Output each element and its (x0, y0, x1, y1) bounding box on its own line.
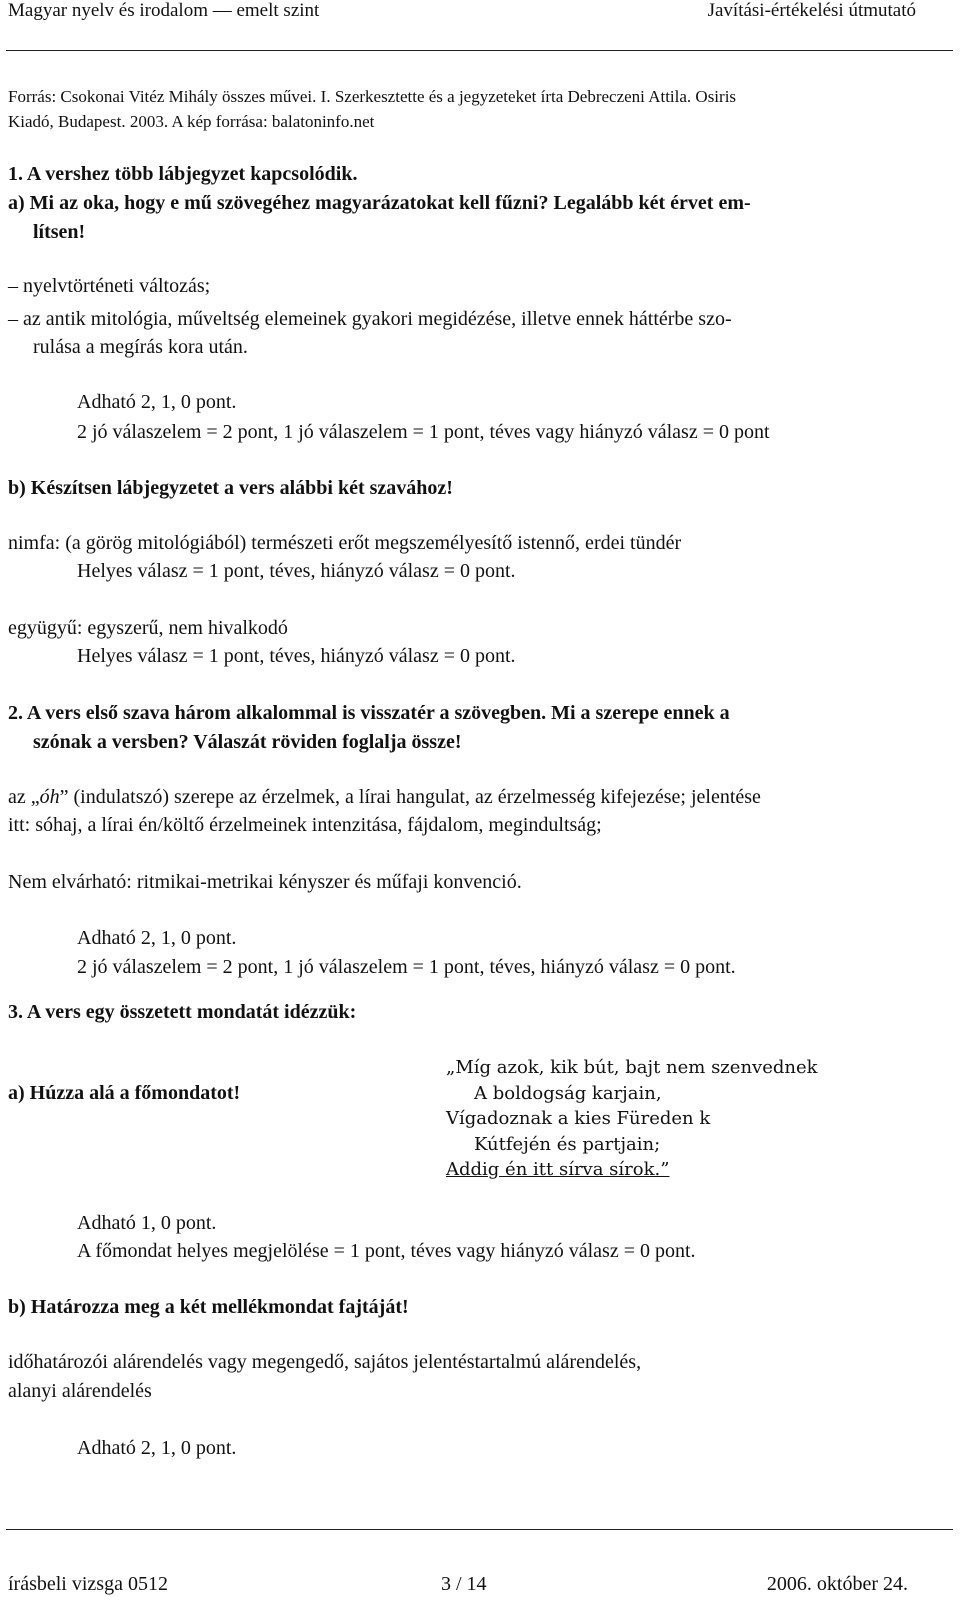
header-left: Magyar nyelv és irodalom — emelt szint (8, 0, 320, 21)
q2-answer-pre: az „ (8, 786, 40, 808)
source-line-1: Forrás: Csokonai Vitéz Mihály összes művei. I. Szerkesztette és a jegyzeteket írta Debreczeni Attila. Osiris (8, 87, 737, 106)
q1a-answer-2-line-1: – az antik mitológia, műveltség elemeinek gyakori megidézése, illetve ennek háttérbe szo- (8, 308, 732, 330)
q1a-score-detail: 2 jó válaszelem = 2 pont, 1 jó válaszelem = 1 pont, téves vagy hiányzó válasz = 0 pont (77, 421, 770, 443)
q2-title-line-1: 2. A vers első szava három alkalommal is visszatér a szövegben. Mi a szerepe ennek a (8, 702, 730, 724)
q3a-title: a) Húzza alá a főmondatot! (8, 1082, 241, 1104)
source-line-2: Kiadó, Budapest. 2003. A kép forrása: balatoninfo.net (8, 112, 375, 131)
q3a-score-detail: A főmondat helyes megjelölése = 1 pont, téves vagy hiányzó válasz = 0 pont. (77, 1240, 696, 1262)
q1a-question-line-2: lítsen! (33, 221, 86, 243)
footer-left: írásbeli vizsga 0512 (8, 1573, 168, 1595)
poem-line-1: „Míg azok, kik bút, bajt nem szenvednek (446, 1057, 818, 1078)
q1a-answer-1: – nyelvtörténeti változás; (8, 275, 211, 297)
q1a-question-line-1: a) Mi az oka, hogy e mű szövegéhez magyarázatokat kell fűzni? Legalább két érvet em- (8, 192, 751, 214)
q3b-score: Adható 2, 1, 0 pont. (77, 1437, 237, 1459)
q2-answer-line-2: itt: sóhaj, a lírai én/költő érzelmeinek intenzitása, fájdalom, megindultság; (8, 814, 602, 836)
footer-page-number: 3 / 14 (441, 1573, 487, 1595)
q3b-answer-1: időhatározói alárendelés vagy megengedő, sajátos jelentéstartalmú alárendelés, (8, 1351, 642, 1373)
q2-score-detail: 2 jó válaszelem = 2 pont, 1 jó válaszelem = 1 pont, téves, hiányzó válasz = 0 pont. (77, 956, 736, 978)
poem-line-5-main-clause: Addig én itt sírva sírok.” (446, 1159, 670, 1180)
q1-title: 1. A vershez több lábjegyzet kapcsolódik. (8, 163, 358, 185)
poem-line-3: Vígadoznak a kies Füreden k (446, 1108, 711, 1129)
q1a-answer-2-line-2: rulása a megírás kora után. (33, 336, 248, 358)
poem-line-2: A boldogság karjain, (474, 1083, 662, 1104)
q1b-egyugyu: együgyű: egyszerű, nem hivalkodó (8, 617, 288, 639)
q2-note: Nem elvárható: ritmikai-metrikai kényszer és műfaji konvenció. (8, 871, 522, 893)
q3b-title: b) Határozza meg a két mellékmondat fajtáját! (8, 1296, 409, 1318)
q3-title: 3. A vers egy összetett mondatát idézzük: (8, 1001, 357, 1023)
footer-date: 2006. október 24. (766, 1573, 908, 1595)
q3b-answer-2: alanyi alárendelés (8, 1380, 152, 1402)
q2-score: Adható 2, 1, 0 pont. (77, 927, 237, 949)
q2-answer-line-1 (8, 786, 761, 809)
header-divider (6, 50, 953, 51)
q1b-title: b) Készítsen lábjegyzetet a vers alábbi két szavához! (8, 477, 453, 499)
header-right: Javítási-értékelési útmutató (707, 0, 916, 21)
q1b-egyugyu-score: Helyes válasz = 1 pont, téves, hiányzó válasz = 0 pont. (77, 645, 516, 667)
q2-answer-word: óh (39, 786, 60, 808)
q1b-nimfa-score: Helyes válasz = 1 pont, téves, hiányzó válasz = 0 pont. (77, 560, 516, 582)
footer-divider (6, 1529, 953, 1530)
q1a-score: Adható 2, 1, 0 pont. (77, 391, 237, 413)
q2-title-line-2: szónak a versben? Válaszát röviden foglalja össze! (33, 731, 462, 753)
q1b-nimfa: nimfa: (a görög mitológiából) természeti erőt megszemélyesítő istennő, erdei tündér (8, 532, 682, 554)
q3a-score: Adható 1, 0 pont. (77, 1212, 217, 1234)
poem-line-4: Kútfején és partjain; (474, 1134, 661, 1155)
q2-answer-post: ” (indulatszó) szerepe az érzelmek, a lírai hangulat, az érzelmesség kifejezése; jelentése (59, 786, 761, 808)
